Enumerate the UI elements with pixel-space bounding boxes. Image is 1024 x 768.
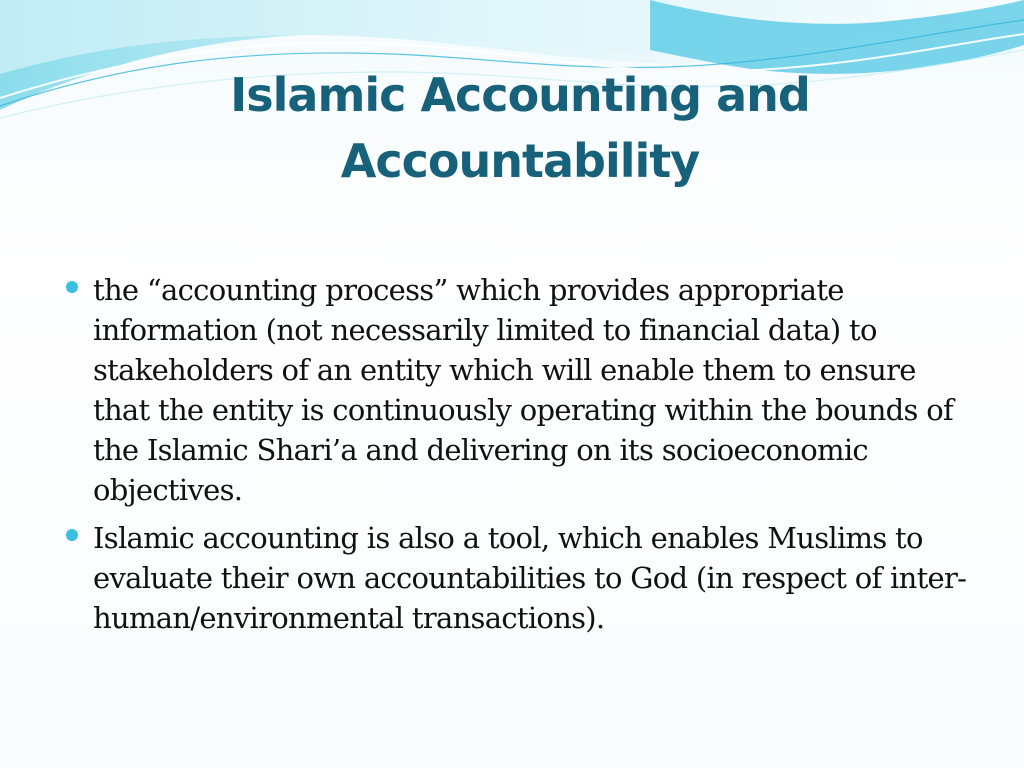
bullet-dot-icon xyxy=(66,281,78,293)
slide-title: Islamic Accounting and Accountability xyxy=(230,68,810,188)
bullet-dot-icon xyxy=(66,529,78,541)
bullet-text: the “accounting process” which provides appropriate information (not necessarily limited to financial data) to stakeholders of an entity which will enable them to ensure that the entity is continuously operating within the bounds of the Islamic Shari’a and delivering on its socioeconomic objectives. xyxy=(93,273,954,507)
bullet-list xyxy=(64,270,974,638)
bullet-item xyxy=(64,518,974,638)
bullet-item xyxy=(64,270,974,510)
bullet-text: Islamic accounting is also a tool, which enables Muslims to evaluate their own accountabilities to God (in respect of inter-human/environmental transactions). xyxy=(93,521,967,635)
